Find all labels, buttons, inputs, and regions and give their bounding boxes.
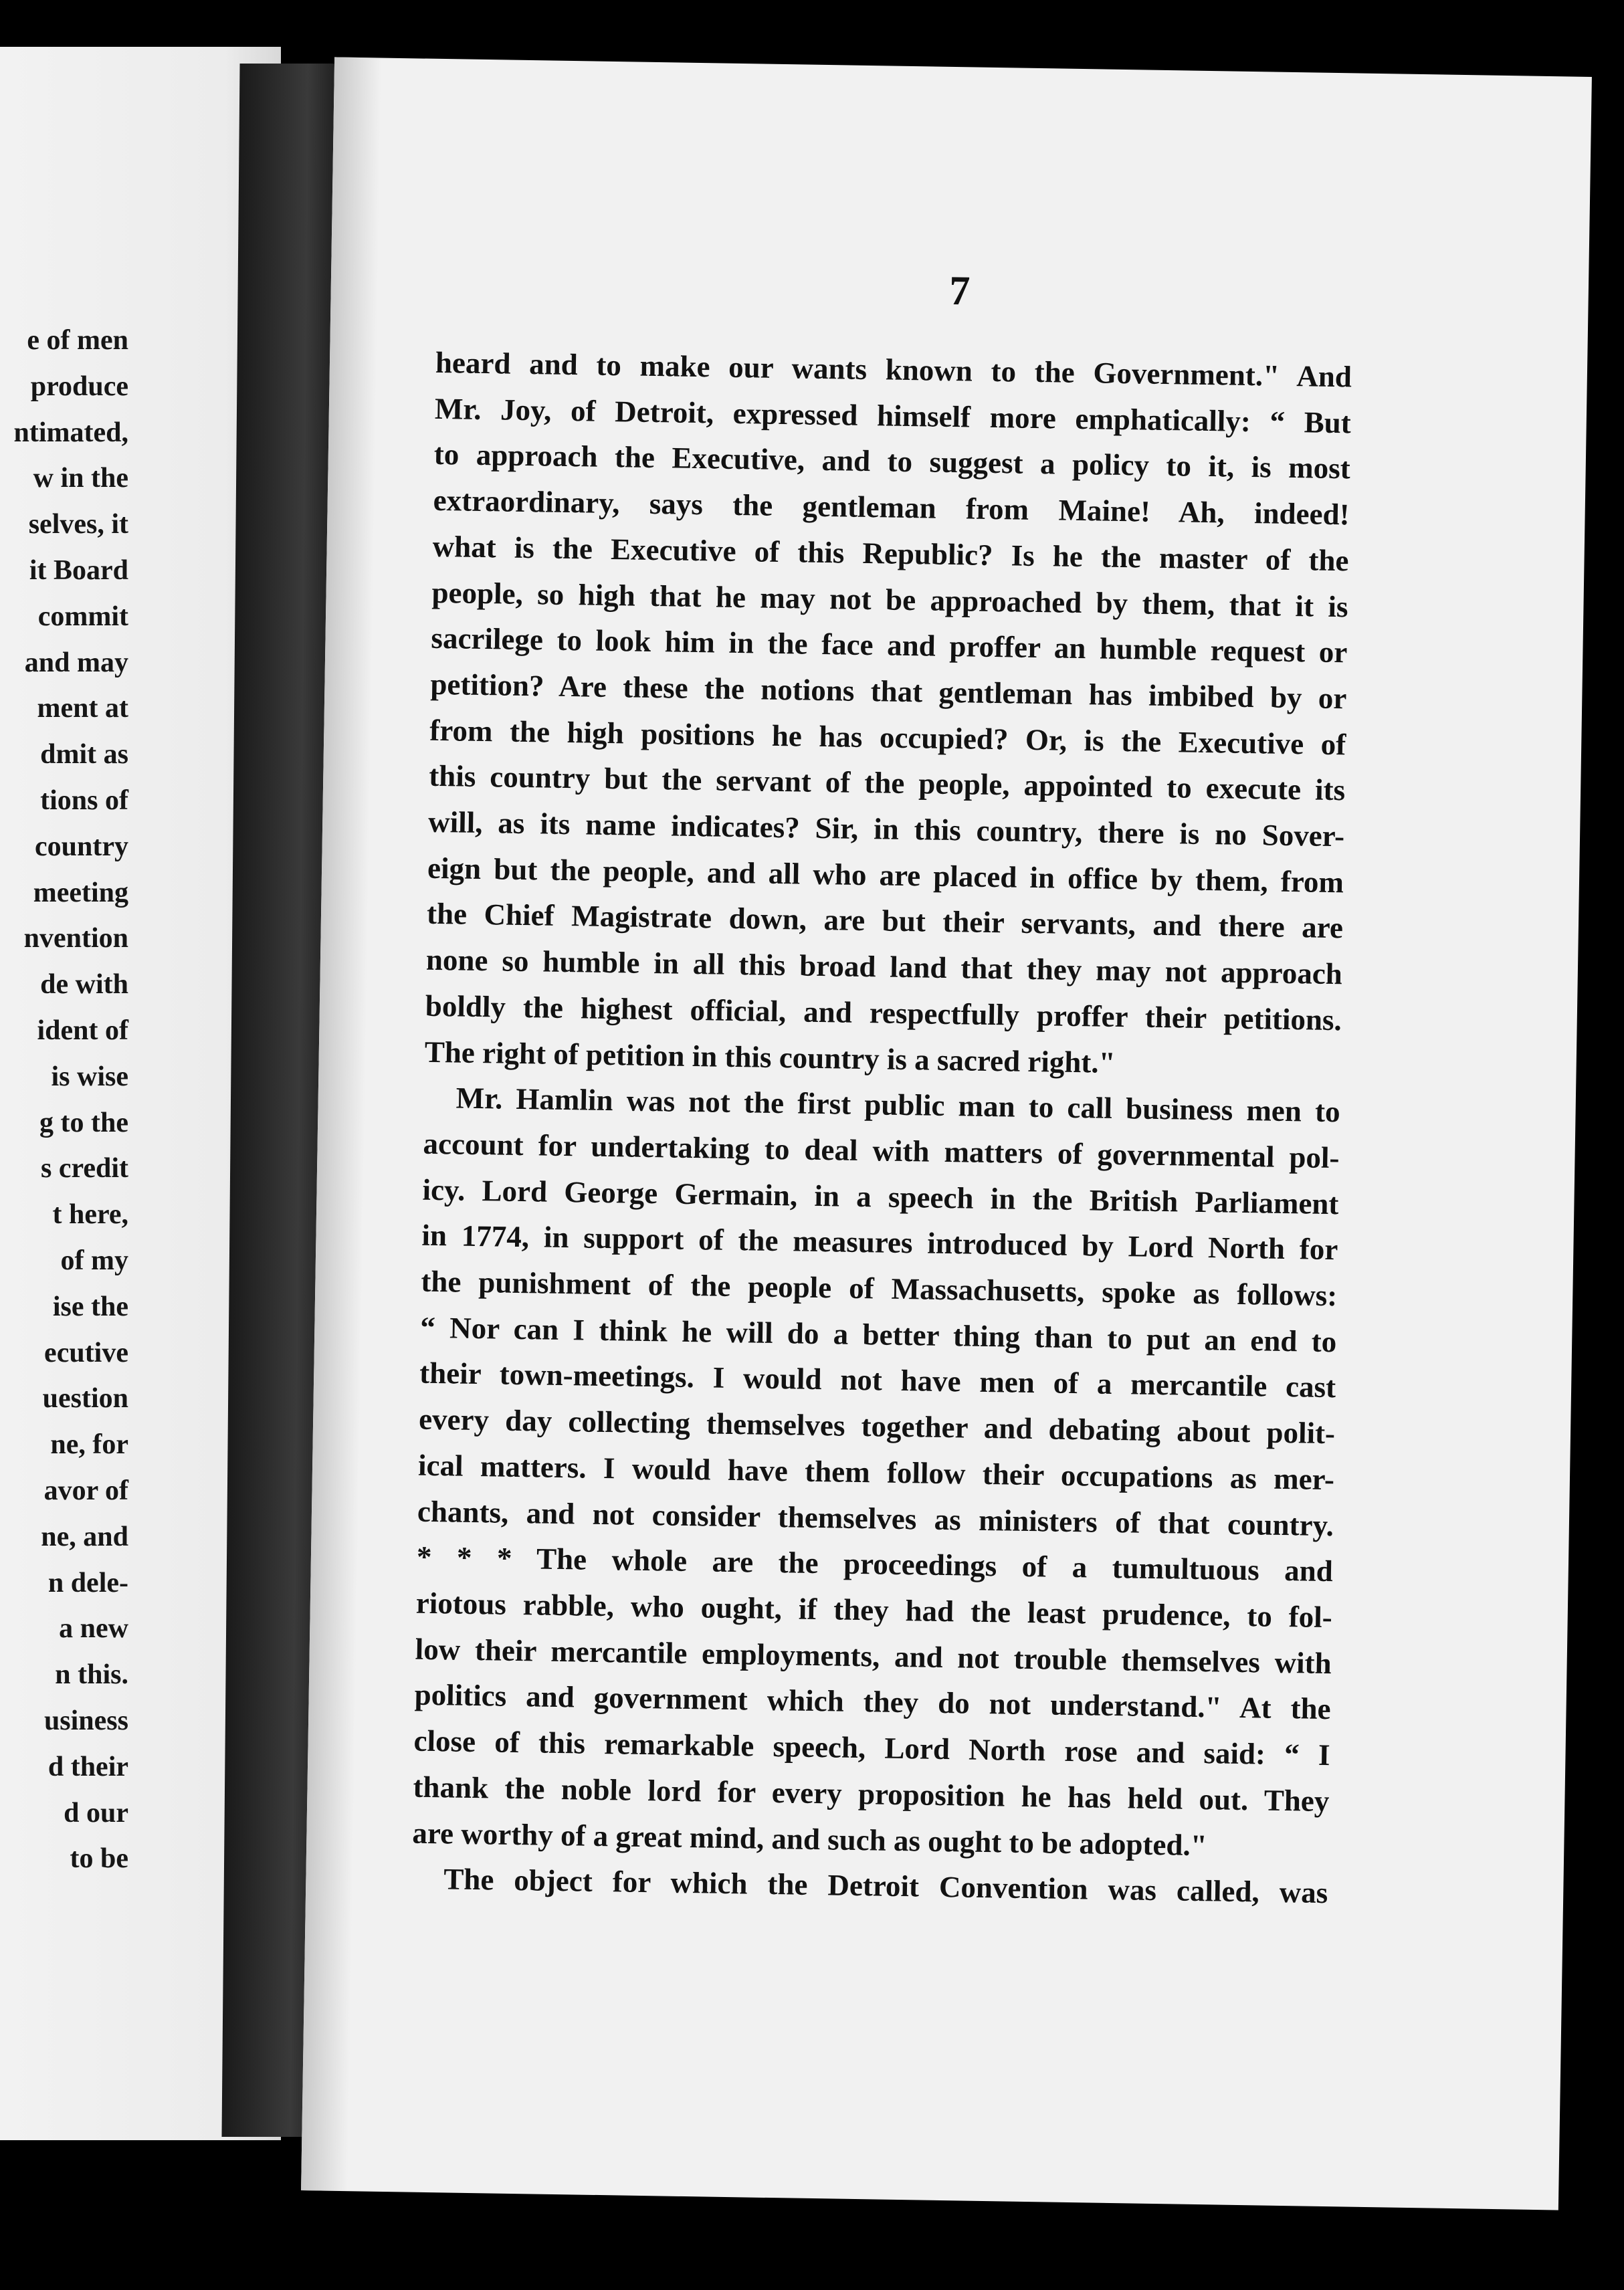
left-line: is wise [51,1061,128,1092]
left-line: dmit as [40,739,128,770]
left-line: commit [37,601,128,632]
left-line: it Board [29,554,128,586]
left-line: ne, for [50,1429,128,1461]
left-line: and may [24,647,128,678]
left-line: ment at [37,693,128,724]
text-line: in 1774, in support of the measures introduced by Lord North for [421,1219,1338,1267]
left-line: n this. [55,1659,128,1691]
page-number: 7 [948,268,971,314]
left-line: uestion [42,1383,128,1415]
text-line: people, so high that he may not be approached by them, that it is [431,575,1348,623]
text-line: close of this remarkable speech, Lord North rose and said: “ I [413,1724,1330,1772]
text-line: none so humble in all this broad land that they may not approach [425,942,1343,991]
text-line: chants, and not consider themselves as ministers of that country. [417,1494,1334,1542]
text-line: this country but the servant of the people, appointed to execute its [428,759,1346,807]
text-line: from the high positions he has occupied? Or, is the Executive of [429,713,1346,761]
text-line: to approach the Executive, and to suggest a policy to it, is most [433,437,1351,486]
left-line: produce [30,371,128,402]
text-line: eign but the people, and all who are placed in office by them, from [427,851,1344,900]
text-line: heard and to make our wants known to the Government." And [435,345,1352,394]
left-line: ne, and [41,1521,128,1552]
text-line: thank the noble lord for every proposition he has held out. They [413,1770,1330,1818]
text-line: are worthy of a great mind, and such as ought to be adopted." [412,1816,1208,1862]
text-line: politics and government which they do not understand." At the [414,1678,1331,1726]
left-line: de with [40,969,128,1001]
left-line: nvention [23,923,128,954]
text-line: boldly the highest official, and respectfully proffer their petitions. [425,988,1342,1037]
left-line: selves, it [28,509,128,540]
left-line: ecutive [44,1337,128,1368]
text-line: their town-meetings. I would not have men of a mercantile cast [419,1356,1336,1404]
left-line: w in the [33,463,128,494]
text-line: Mr. Joy, of Detroit, expressed himself more emphatically: “ But [434,391,1352,440]
left-line: to be [70,1843,128,1875]
left-line: a new [59,1613,128,1645]
left-page-text [0,318,128,1882]
text-line: petition? Are these the notions that gentleman has imbibed by or [430,667,1347,716]
text-line: sacrilege to look him in the face and proffer an humble request or [431,621,1348,669]
left-line: ntimated, [13,417,128,448]
left-line: meeting [33,877,128,908]
text-line: The right of petition in this country is a sacred right." [424,1035,1116,1079]
left-line: avor of [43,1475,128,1506]
left-line: usiness [43,1705,128,1736]
left-line: e of men [27,325,128,356]
text-line: extraordinary, says the gentleman from Maine! Ah, indeed! [433,483,1350,532]
left-line: ise the [52,1291,128,1322]
left-line: t here, [52,1199,128,1231]
left-line: g to the [39,1107,128,1138]
text-line: account for undertaking to deal with matters of governmental pol- [423,1126,1340,1175]
left-line: d our [64,1797,128,1829]
text-line: the punishment of the people of Massachusetts, spoke as follows: [421,1264,1338,1313]
text-line: riotous rabble, who ought, if they had the least prudence, to fol- [415,1586,1333,1635]
text-line: what is the Executive of this Republic? Is he the master of the [432,529,1349,578]
left-line: d their [47,1751,128,1782]
text-line: every day collecting themselves together and debating about polit- [418,1402,1336,1451]
text-line: icy. Lord George Germain, in a speech in the British Parliament [422,1172,1339,1221]
left-line: ident of [37,1015,128,1046]
text-line: Mr. Hamlin was not the first public man to call business men to [455,1081,1340,1129]
left-line: country [35,831,128,862]
text-line: The object for which the Detroit Convention was called, was [443,1862,1328,1910]
left-line: s credit [40,1153,128,1184]
body-text [411,340,1352,1916]
right-page [301,57,1592,2210]
text-line: low their mercantile employments, and not trouble themselves with [415,1632,1332,1680]
text-line: will, as its name indicates? Sir, in this country, there is no Sover- [427,805,1345,853]
left-line: of my [60,1245,128,1276]
text-line: * * * The whole are the proceedings of a tumultuous and [416,1540,1334,1588]
text-line: ical matters. I would have them follow their occupations as mer- [417,1448,1335,1497]
left-line: tions of [40,785,128,816]
text-line: “ Nor can I think he will do a better thing than to put an end to [419,1310,1337,1358]
left-line: n dele- [47,1567,128,1598]
text-line: the Chief Magistrate down, are but their servants, and there are [426,897,1344,945]
